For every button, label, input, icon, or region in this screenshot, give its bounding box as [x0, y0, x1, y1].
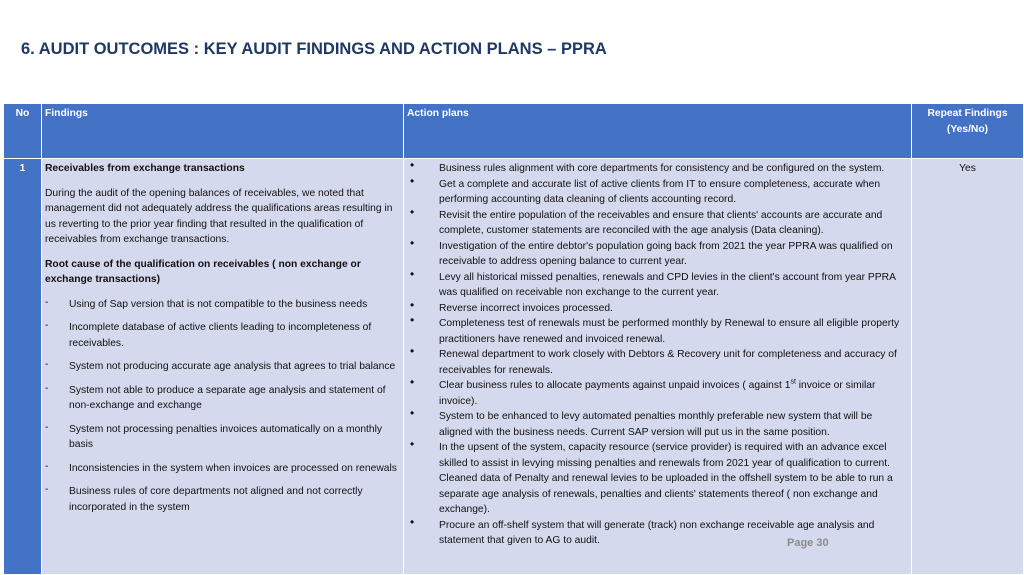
column-header-findings: Findings — [42, 104, 404, 159]
action-plan-text: Renewal department to work closely with Debtors & Recovery unit for completeness and accuracy of receivables for renewals. — [439, 349, 897, 376]
root-cause-title: Root cause of the qualification on receivables ( non exchange or exchange transactions) — [45, 258, 361, 285]
action-plan-item — [407, 344, 908, 378]
action-plan-item — [407, 375, 908, 409]
action-plan-item — [407, 204, 908, 239]
dash-marker: - — [45, 382, 49, 394]
action-plan-text: In the upsent of the system, capacity resource (service provider) is required with an advance excel skilled to assist in levying missing penalties and renewals from 2021 year of qualification to current. Cleaned data of Penalty and renewal levies to be uploaded in the offshell system to be able to run a separate age analysis of renewals, penalties and clients' statements thereof ( non exchange and exchange). — [439, 442, 893, 515]
action-plan-list — [407, 158, 908, 549]
bullet-marker: • — [410, 344, 415, 358]
dash-marker: - — [45, 421, 49, 433]
root-cause-text: Using of Sap version that is not compatible to the business needs — [69, 298, 368, 310]
bullet-marker: • — [410, 375, 415, 389]
bullet-marker: • — [410, 437, 415, 451]
findings-cell — [42, 159, 404, 575]
bullet-marker: • — [410, 297, 415, 312]
bullet-marker: • — [410, 158, 415, 172]
root-cause-item — [45, 297, 400, 313]
slide-title: 6. AUDIT OUTCOMES : KEY AUDIT FINDINGS AND ACTION PLANS – PPRA — [21, 40, 607, 58]
action-plan-item — [407, 266, 908, 301]
column-header-action-plans: Action plans — [404, 104, 912, 159]
action-plan-item — [407, 437, 908, 518]
table-header-row — [4, 104, 1024, 159]
action-plan-text: Completeness test of renewals must be performed monthly by Renewal to ensure all eligible property practitioners have renewed and invoiced renewal. — [439, 318, 900, 345]
bullet-marker: • — [410, 235, 415, 250]
dash-marker: - — [45, 296, 49, 308]
root-cause-text: System not producing accurate age analysis that agrees to trial balance — [69, 361, 396, 372]
root-cause-item — [45, 461, 400, 477]
root-cause-item — [45, 484, 400, 515]
action-plan-item — [407, 514, 908, 549]
action-plan-item — [407, 313, 908, 347]
root-cause-text: Incomplete database of active clients leading to incompleteness of receivables. — [69, 322, 372, 349]
root-cause-text: Inconsistencies in the system when invoices are processed on renewals — [69, 462, 397, 474]
root-cause-text: Business rules of core departments not aligned and not correctly incorporated in the system — [69, 486, 363, 513]
bullet-marker: • — [410, 514, 415, 529]
action-plan-text: System to be enhanced to levy automated penalties monthly preferable new system that will be aligned with the business needs. Current SAP version will put us in the same position. — [439, 411, 873, 438]
action-plan-item — [407, 235, 908, 270]
dash-marker: - — [45, 460, 49, 472]
action-plan-text: Reverse incorrect invoices processed. — [439, 302, 613, 314]
action-plan-item — [407, 158, 908, 177]
page-number: Page 30 — [787, 537, 829, 549]
ordinal-suffix: st — [790, 378, 796, 386]
dash-marker: - — [45, 320, 49, 331]
finding-title: Receivables from exchange transactions — [45, 163, 245, 174]
root-cause-item — [45, 320, 400, 351]
root-cause-text: System not able to produce a separate age analysis and statement of non-exchange and exchange — [69, 384, 386, 411]
bullet-marker: • — [410, 266, 415, 281]
action-plans-cell — [404, 159, 912, 575]
action-plan-text: Levy all historical missed penalties, renewals and CPD levies in the client's account from year PPRA was qualified on receivable non exchange to the current year. — [439, 271, 896, 298]
action-plan-item — [407, 406, 908, 440]
dash-marker: - — [45, 359, 49, 370]
action-plan-item — [407, 297, 908, 317]
root-cause-item — [45, 359, 400, 375]
bullet-marker: • — [410, 204, 415, 219]
root-cause-list — [45, 297, 400, 516]
action-plan-text: Investigation of the entire debtor's population going back from 2021 the year PPRA was qualified on receivable to address opening balance to current year. — [439, 240, 893, 267]
table-row — [4, 159, 1024, 575]
repeat-findings-cell: Yes — [912, 159, 1024, 575]
bullet-marker: • — [410, 173, 415, 188]
action-plan-item — [407, 173, 908, 208]
column-header-repeat-findings: Repeat Findings (Yes/No) — [912, 104, 1024, 159]
action-plan-text: Revisit the entire population of the receivables and ensure that clients' accounts are accurate and complete, customer statements are reconciled with the age analysis (Data cleaning). — [439, 209, 883, 236]
row-number: 1 — [4, 159, 42, 575]
root-cause-item — [45, 383, 400, 414]
finding-text: During the audit of the opening balances of receivables, we noted that management did not adequately address the qualifications areas resulting in us reverting to the prior year finding that resulted in the qualification of receivables from exchange transactions. — [45, 187, 393, 245]
action-plan-text: Business rules alignment with core departments for consistency and be configured on the system. — [439, 163, 885, 174]
action-plan-text: Procure an off-shelf system that will generate (track) non exchange receivable age analysis and statement that given to AG to audit. — [439, 519, 875, 546]
column-header-no: No — [4, 104, 42, 159]
action-plan-text: Get a complete and accurate list of active clients from IT to ensure completeness, accurate when performing accounting data cleaning of clients accounting record. — [439, 178, 881, 205]
root-cause-item — [45, 422, 400, 453]
dash-marker: - — [45, 484, 49, 495]
action-plan-text — [439, 380, 875, 407]
bullet-marker: • — [410, 313, 415, 327]
action-plan-text-part: Clear business rules to allocate payments against unpaid invoices ( against 1 — [439, 380, 791, 391]
action-plan-text-part: invoice or similar invoice). — [439, 380, 876, 407]
findings-table — [3, 103, 1024, 575]
root-cause-text: System not processing penalties invoices automatically on a monthly basis — [69, 423, 383, 450]
bullet-marker: • — [410, 406, 415, 420]
